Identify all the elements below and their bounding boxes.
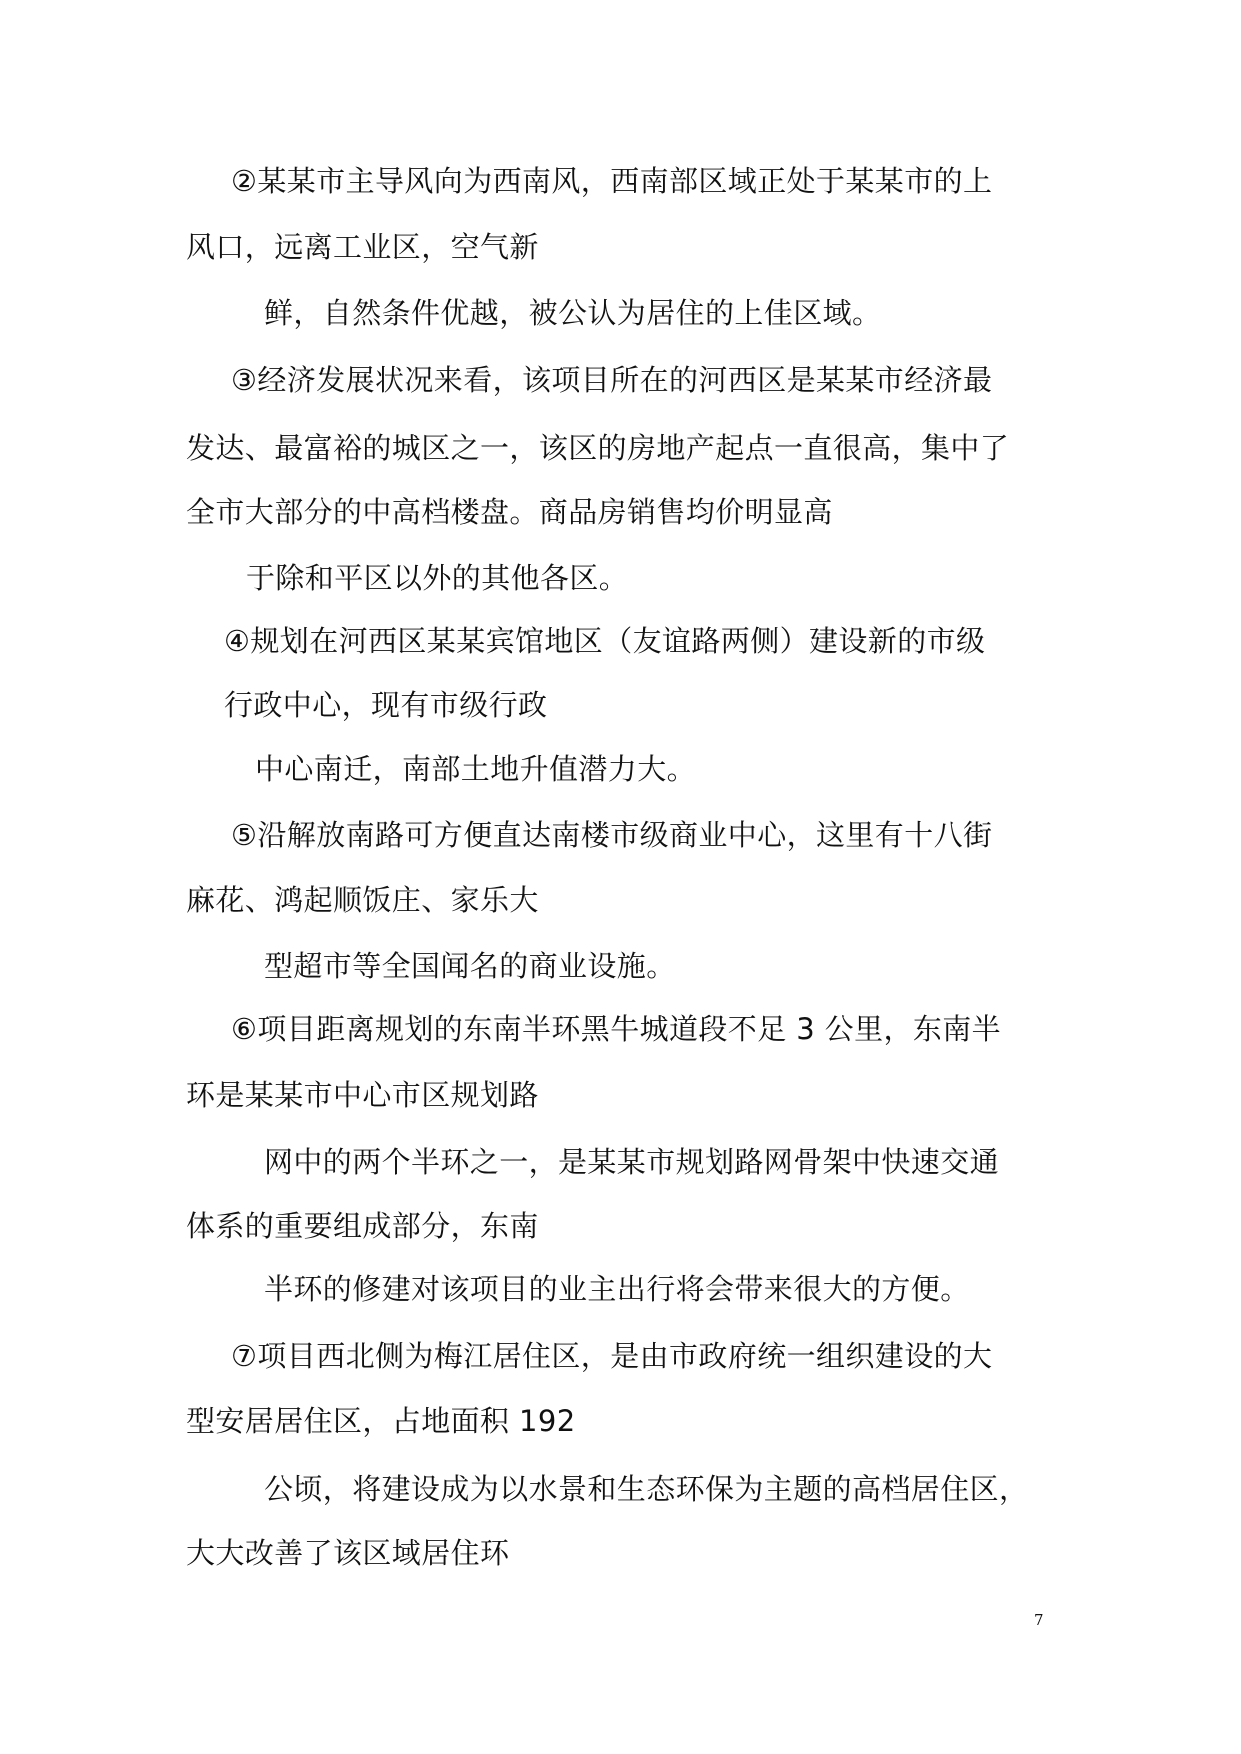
body-text-line: ④规划在河西区某某宾馆地区（友谊路两侧）建设新的市级 <box>224 624 986 658</box>
body-text-line: ⑥项目距离规划的东南半环黑牛城道段不足 3 公里，东南半 <box>231 1012 1002 1046</box>
body-text-line: 鲜，自然条件优越，被公认为居住的上佳区域。 <box>264 296 882 330</box>
body-text-line: 中心南迁，南部土地升值潜力大。 <box>255 752 697 786</box>
body-text-line: 行政中心，现有市级行政 <box>224 688 548 722</box>
body-text-line: 型超市等全国闻名的商业设施。 <box>264 949 676 983</box>
body-text-line: 型安居居住区，占地面积 192 <box>186 1404 576 1438</box>
body-text-line: 环是某某市中心市区规划路 <box>186 1078 539 1112</box>
body-text-line: 于除和平区以外的其他各区。 <box>246 561 629 595</box>
body-text-line: 公顷，将建设成为以水景和生态环保为主题的高档居住区， <box>264 1472 1029 1506</box>
body-text-line: 风口，远离工业区，空气新 <box>186 230 539 264</box>
body-text-line: 麻花、鸿起顺饭庄、家乐大 <box>186 883 539 917</box>
body-text-line: 全市大部分的中高档楼盘。商品房销售均价明显高 <box>186 495 833 529</box>
body-text-line: ⑤沿解放南路可方便直达南楼市级商业中心，这里有十八街 <box>231 818 993 852</box>
body-text-line: ⑦项目西北侧为梅江居住区，是由市政府统一组织建设的大 <box>231 1339 993 1373</box>
body-text-line: 发达、最富裕的城区之一，该区的房地产起点一直很高，集中了 <box>186 431 1010 465</box>
body-text-line: ②某某市主导风向为西南风，西南部区域正处于某某市的上 <box>231 164 993 198</box>
body-text-line: 网中的两个半环之一，是某某市规划路网骨架中快速交通 <box>264 1145 1000 1179</box>
body-text-line: ③经济发展状况来看，该项目所在的河西区是某某市经济最 <box>231 363 993 397</box>
body-text-line: 大大改善了该区域居住环 <box>186 1536 510 1570</box>
page-number: 7 <box>1034 1611 1044 1629</box>
body-text-line: 体系的重要组成部分，东南 <box>186 1209 539 1243</box>
body-text-line: 半环的修建对该项目的业主出行将会带来很大的方便。 <box>264 1272 970 1306</box>
